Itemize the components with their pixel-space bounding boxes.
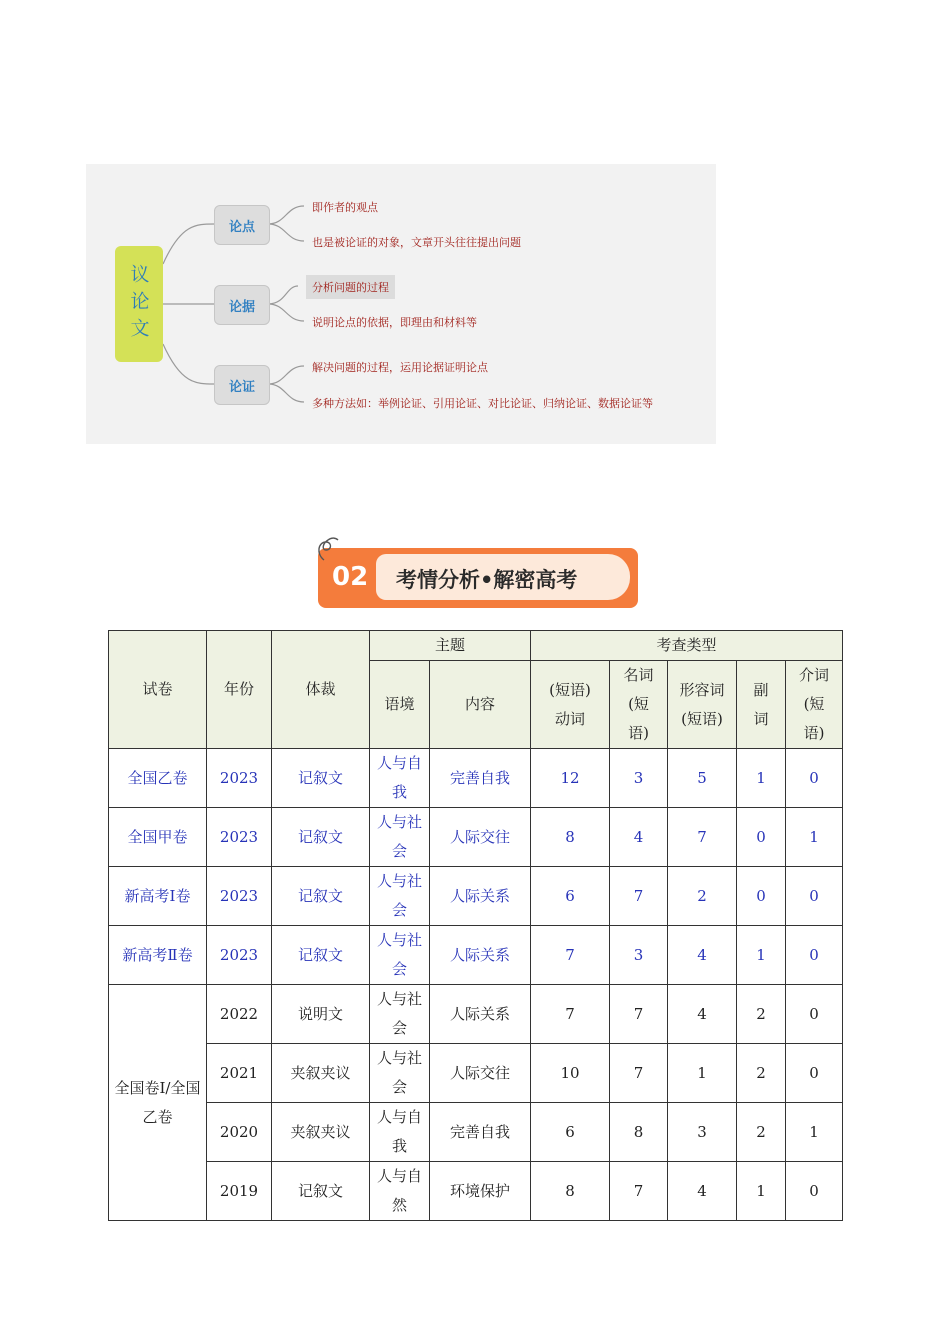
- table-row: [109, 1044, 843, 1103]
- exam-analysis-table: [108, 630, 843, 1221]
- header-genre: 体裁: [272, 631, 370, 749]
- cell-prep: 0: [786, 867, 843, 926]
- cell-prep: 0: [786, 985, 843, 1044]
- cell-adv: 1: [737, 1162, 786, 1221]
- header-prep-line: (短: [803, 695, 825, 713]
- cell-prep: 0: [786, 1044, 843, 1103]
- cell-context: 人与自然: [370, 1162, 430, 1221]
- cell-paper-group: 全国卷Ⅰ/全国乙卷: [109, 985, 207, 1221]
- header-noun-line: (短: [628, 695, 649, 713]
- cell-genre: 说明文: [272, 985, 370, 1044]
- cell-genre: 夹叙夹议: [272, 1103, 370, 1162]
- header-adj: [668, 661, 737, 749]
- cell-content: 完善自我: [430, 749, 531, 808]
- cell-year: 2023: [207, 867, 272, 926]
- header-noun: [610, 661, 668, 749]
- cell-adj: 4: [668, 1162, 737, 1221]
- cell-context: 人与社会: [370, 808, 430, 867]
- table-row: [109, 808, 843, 867]
- table-row: [109, 985, 843, 1044]
- cell-adv: 1: [737, 749, 786, 808]
- cell-paper: 新高考Ⅱ卷: [109, 926, 207, 985]
- cell-year: 2023: [207, 749, 272, 808]
- header-adv-line: 词: [753, 709, 769, 728]
- cell-adj: 5: [668, 749, 737, 808]
- cell-adj: 1: [668, 1044, 737, 1103]
- cell-adv: 0: [737, 808, 786, 867]
- header-prep-line: 介词: [799, 666, 830, 684]
- cell-adj: 4: [668, 985, 737, 1044]
- cell-adv: 0: [737, 867, 786, 926]
- cell-genre: 记叙文: [272, 1162, 370, 1221]
- leaf-text: 也是被论证的对象，文章开头往往提出问题: [312, 236, 521, 249]
- header-adv-line: 副: [753, 680, 769, 699]
- cell-year: 2021: [207, 1044, 272, 1103]
- cell-genre: 记叙文: [272, 749, 370, 808]
- leaf-text: 解决问题的过程，运用论据证明论点: [312, 361, 488, 374]
- section-banner: [318, 548, 638, 608]
- cell-adv: 2: [737, 1103, 786, 1162]
- cell-content: 人际关系: [430, 985, 531, 1044]
- cell-verb: 10: [531, 1044, 610, 1103]
- cell-year: 2020: [207, 1103, 272, 1162]
- cell-verb: 7: [531, 985, 610, 1044]
- banner-title: 考情分析•解密高考: [396, 568, 578, 592]
- table-row: [109, 867, 843, 926]
- header-prep-line: 语): [803, 724, 825, 742]
- cell-prep: 0: [786, 926, 843, 985]
- cell-adj: 7: [668, 808, 737, 867]
- cell-noun: 3: [610, 749, 668, 808]
- cell-paper: 全国乙卷: [109, 749, 207, 808]
- cell-adj: 2: [668, 867, 737, 926]
- cell-year: 2022: [207, 985, 272, 1044]
- cell-content: 环境保护: [430, 1162, 531, 1221]
- cell-genre: 记叙文: [272, 867, 370, 926]
- cell-content: 完善自我: [430, 1103, 531, 1162]
- cell-noun: 7: [610, 867, 668, 926]
- cell-context: 人与社会: [370, 985, 430, 1044]
- branch-node-evidence: 论据: [214, 285, 270, 325]
- cell-paper: 全国甲卷: [109, 808, 207, 867]
- cell-adj: 4: [668, 926, 737, 985]
- cell-verb: 8: [531, 808, 610, 867]
- cell-verb: 6: [531, 1103, 610, 1162]
- header-noun-line: 名词: [623, 666, 654, 684]
- cell-adv: 1: [737, 926, 786, 985]
- cell-adj: 3: [668, 1103, 737, 1162]
- cell-year: 2023: [207, 808, 272, 867]
- cell-content: 人际关系: [430, 926, 531, 985]
- header-adv: [737, 661, 786, 749]
- mind-map-root: 议论文: [115, 246, 163, 362]
- header-year: 年份: [207, 631, 272, 749]
- cell-context: 人与自我: [370, 749, 430, 808]
- cell-prep: 1: [786, 1103, 843, 1162]
- cell-prep: 1: [786, 808, 843, 867]
- table-row: [109, 1103, 843, 1162]
- cell-genre: 夹叙夹议: [272, 1044, 370, 1103]
- branch-node-demonstration: 论证: [214, 365, 270, 405]
- leaf-text: 即作者的观点: [312, 201, 378, 214]
- curl-icon: [314, 534, 344, 564]
- cell-prep: 0: [786, 1162, 843, 1221]
- cell-verb: 7: [531, 926, 610, 985]
- cell-adv: 2: [737, 1044, 786, 1103]
- header-theme: 主题: [370, 631, 531, 661]
- table-row: [109, 926, 843, 985]
- table-row: [109, 749, 843, 808]
- cell-noun: 7: [610, 1162, 668, 1221]
- cell-noun: 8: [610, 1103, 668, 1162]
- header-paper: 试卷: [109, 631, 207, 749]
- header-adj-line: 形容词: [679, 680, 725, 699]
- table-row: [109, 1162, 843, 1221]
- cell-genre: 记叙文: [272, 926, 370, 985]
- cell-content: 人际交往: [430, 808, 531, 867]
- header-content: 内容: [430, 661, 531, 749]
- mind-map: [86, 164, 716, 444]
- cell-context: 人与自我: [370, 1103, 430, 1162]
- cell-noun: 7: [610, 1044, 668, 1103]
- header-context: 语境: [370, 661, 430, 749]
- header-types: 考查类型: [531, 631, 843, 661]
- cell-context: 人与社会: [370, 926, 430, 985]
- cell-content: 人际关系: [430, 867, 531, 926]
- leaf-text-highlighted: 分析问题的过程: [306, 275, 395, 299]
- header-noun-line: 语): [628, 724, 649, 742]
- cell-genre: 记叙文: [272, 808, 370, 867]
- leaf-text: 多种方法如：举例论证、引用论证、对比论证、归纳论证、数据论证等: [312, 397, 653, 410]
- cell-adv: 2: [737, 985, 786, 1044]
- cell-paper: 新高考Ⅰ卷: [109, 867, 207, 926]
- header-verb-line: 动词: [555, 709, 586, 728]
- cell-content: 人际交往: [430, 1044, 531, 1103]
- cell-verb: 12: [531, 749, 610, 808]
- banner-number: 02: [332, 562, 369, 592]
- leaf-text: 说明论点的依据，即理由和材料等: [312, 316, 477, 329]
- cell-year: 2023: [207, 926, 272, 985]
- header-verb-line: (短语): [549, 680, 591, 699]
- branch-node-argument: 论点: [214, 205, 270, 245]
- header-prep: [786, 661, 843, 749]
- cell-context: 人与社会: [370, 867, 430, 926]
- cell-prep: 0: [786, 749, 843, 808]
- cell-noun: 7: [610, 985, 668, 1044]
- cell-noun: 3: [610, 926, 668, 985]
- cell-verb: 6: [531, 867, 610, 926]
- header-adj-line: (短语): [681, 709, 723, 728]
- cell-noun: 4: [610, 808, 668, 867]
- header-verb: [531, 661, 610, 749]
- cell-verb: 8: [531, 1162, 610, 1221]
- cell-year: 2019: [207, 1162, 272, 1221]
- cell-context: 人与社会: [370, 1044, 430, 1103]
